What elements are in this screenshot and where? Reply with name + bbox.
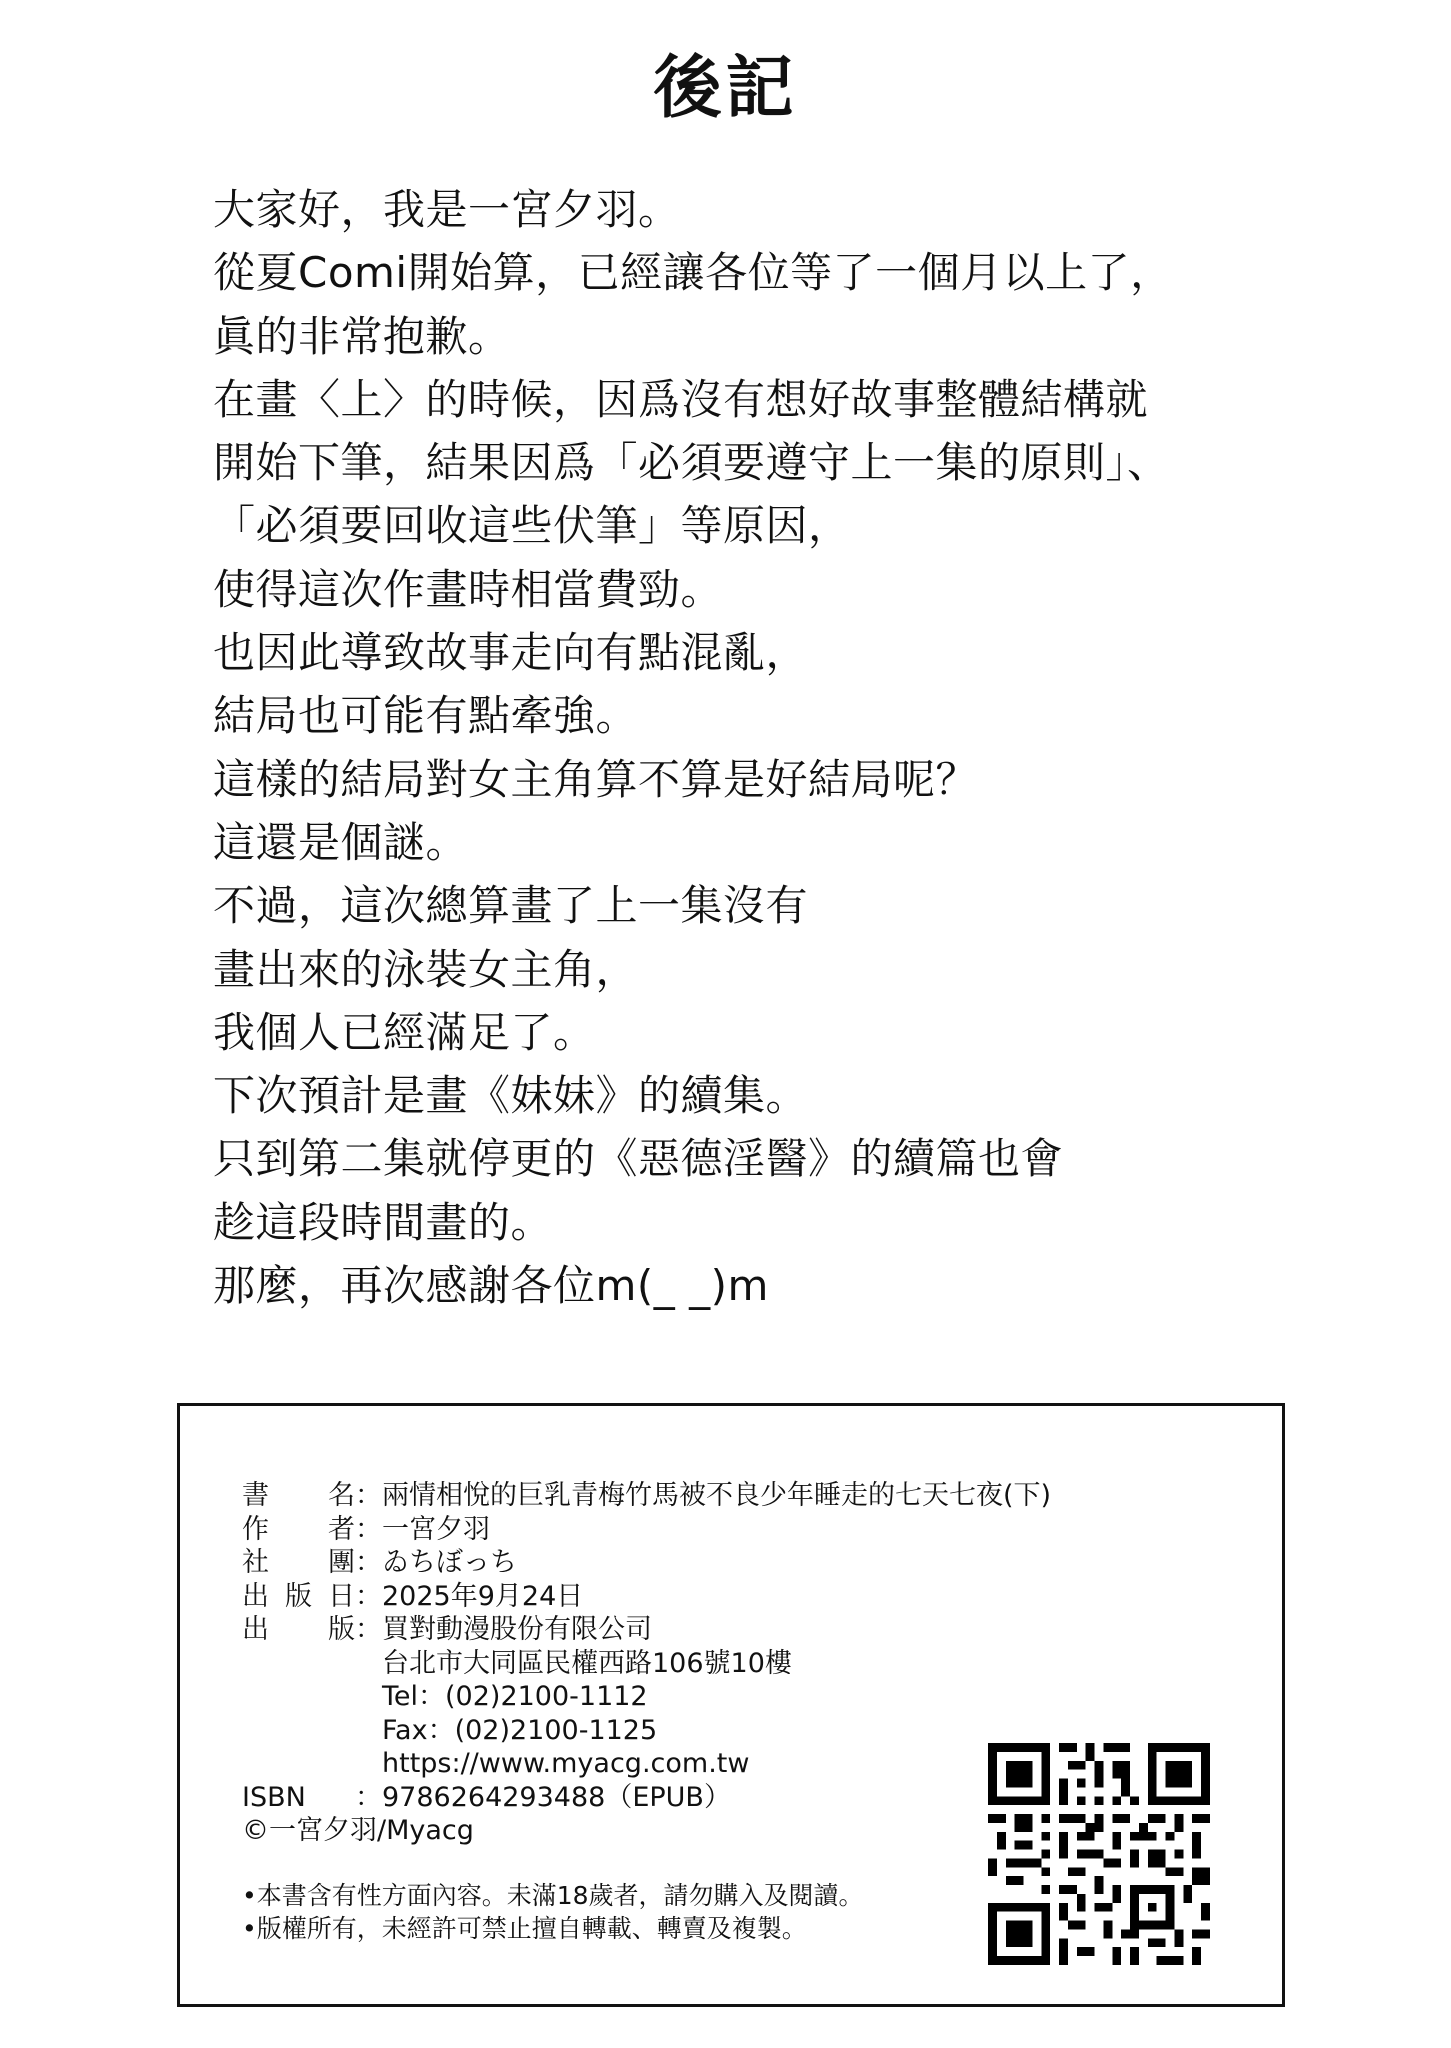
publisher-tel: Tel：(02)2100-1112 [382,1681,648,1712]
afterword-line: 眞的非常抱歉。 [213,311,511,361]
afterword-line: 在畫〈上〉的時候，因爲沒有想好故事整體結構就 [213,374,1149,424]
separator: ： [355,1513,382,1545]
afterword-line: 我個人已經滿足了。 [213,1007,596,1057]
afterword-line: 結局也可能有點牽強。 [213,691,639,741]
separator: ： [355,1781,382,1813]
afterword-line: 那麼，再次感謝各位m(_ _)m [213,1261,769,1311]
afterword-line: 畫出來的泳裝女主角， [213,944,639,994]
afterword-line: 從夏Comi開始算，已經讓各位等了一個月以上了， [213,248,1173,298]
afterword-line: 也因此導致故事走向有點混亂， [213,628,809,678]
afterword-line: 趁這段時間畫的。 [213,1197,554,1247]
colophon-row-author [242,1513,1051,1547]
afterword-text [213,178,1313,1317]
colophon-row-title [242,1479,1051,1513]
colophon-row-isbn [242,1781,1051,1815]
afterword-line: 只到第二集就停更的《惡德淫醫》的續篇也會 [213,1134,1064,1184]
publisher-name: 買對動漫股份有限公司 [382,1614,652,1645]
separator: ： [355,1480,382,1511]
publisher-fax: Fax：(02)2100-1125 [382,1714,658,1746]
afterword-line: 使得這次作畫時相當費勁。 [213,564,724,614]
afterword-line: 「必須要回收這些伏筆」等原因， [213,501,851,551]
circle-key: 社團 [242,1547,355,1578]
colophon-info [242,1479,1051,1848]
colophon-row-circle [242,1546,1051,1580]
separator: ： [355,1614,382,1645]
afterword-line: 開始下筆，結果因爲「必須要遵守上一集的原則」、 [213,438,1170,488]
colophon-box [177,1403,1285,2007]
circle-name: ゐちぼっち [382,1547,517,1578]
separator: ： [355,1547,382,1578]
book-title: 兩情相悅的巨乳青梅竹馬被不良少年睡走的七天七夜(下) [382,1480,1052,1511]
colophon-row-publisher [242,1613,1051,1647]
colophon-row-date [242,1580,1051,1614]
afterword-line: 這樣的結局對女主角算不算是好結局呢？ [213,754,979,804]
publisher-url: https://www.myacg.com.tw [382,1748,750,1779]
afterword-line: 下次預計是畫《妹妹》的續集。 [213,1071,809,1121]
qr-code-icon [988,1743,1210,1965]
author-key: 作者 [242,1513,355,1545]
notice-item: •版權所有，未經許可禁止擅自轉載、轉賣及複製。 [242,1914,807,1943]
afterword-line: 這還是個謎。 [213,817,469,867]
publish-date: 2025年9月24日 [382,1580,584,1612]
publisher-address: 台北市大同區民權西路106號10樓 [382,1647,792,1679]
afterword-line: 大家好，我是一宮夕羽。 [213,185,681,234]
notice-item: •本書含有性方面內容。未滿18歲者，請勿購入及閱讀。 [242,1881,864,1910]
copyright-line: ©一宮夕羽/Myacg [242,1815,474,1846]
afterword-line: 不過，這次總算畫了上一集沒有 [213,881,809,931]
author-name: 一宮夕羽 [382,1513,490,1545]
page-title: 後記 [653,49,798,128]
title-key: 書名 [242,1480,355,1511]
isbn-value: 9786264293488（EPUB） [382,1781,731,1813]
date-key: 出版日 [242,1580,355,1612]
publisher-key: 出版 [242,1614,355,1645]
notice-list [242,1879,864,1945]
separator: ： [355,1580,382,1612]
isbn-key: ISBN [242,1781,306,1813]
